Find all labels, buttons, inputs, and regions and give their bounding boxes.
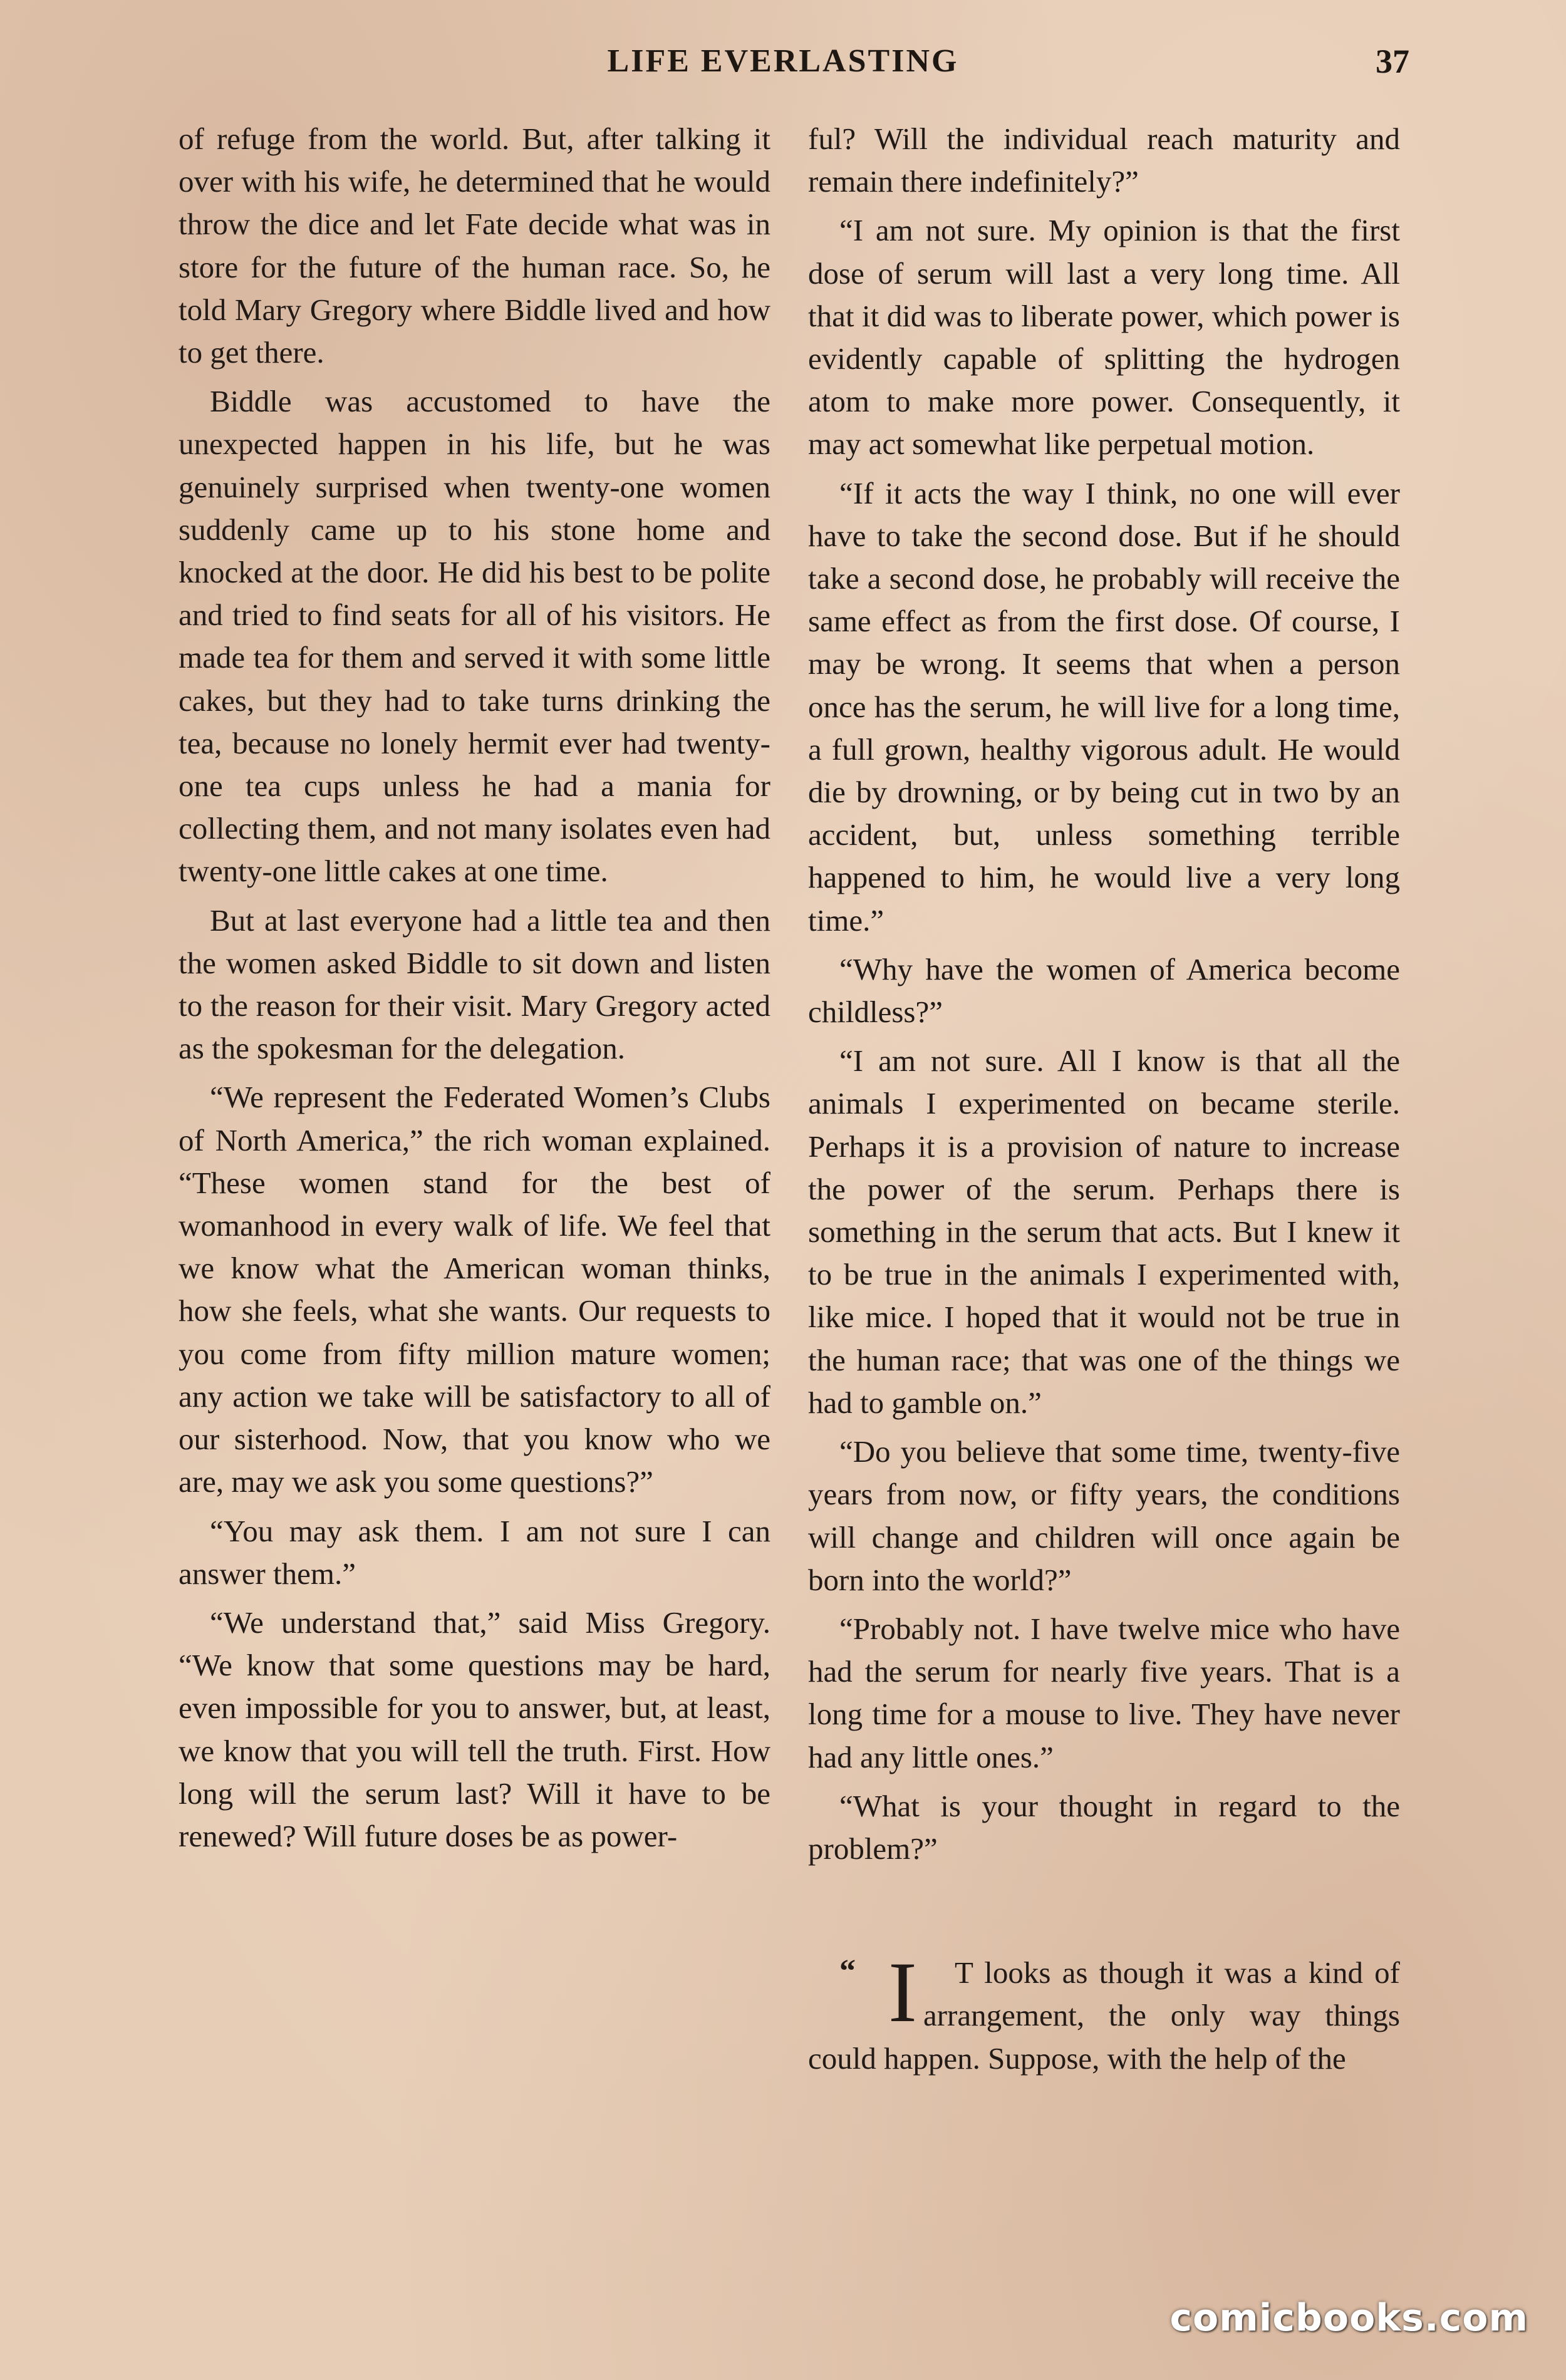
paragraph: “Probably not. I have twelve mice who have had the serum for nearly five years. That is a long time for a mouse to live. They have never had any little ones.” (808, 1611, 1400, 1774)
paragraph: “You may ask them. I am not sure I can answer them.” (179, 1513, 770, 1591)
paragraph: ful? Will the individual reach maturity and remain there indefinitely?” (808, 122, 1400, 199)
paragraph: “We understand that,” said Miss Gregory. “We know that some questions may be hard, even impossible for you to answer, but, at least, we know that you will tell the truth. First. How long will the serum last? Will it have to be renewed? Will future doses be as power- (179, 1605, 770, 1853)
paragraph: “What is your thought in regard to the problem?” (808, 1788, 1400, 1866)
paragraph: But at last everyone had a little tea and then the women asked Biddle to sit down and listen to the reason for their visit. Mary Gregory acted as the spokesman for the delegation. (179, 903, 770, 1066)
running-title: LIFE EVERLASTING (607, 43, 959, 79)
page-number: 37 (1376, 43, 1409, 80)
dropcap-open-quote: “ (839, 1953, 856, 1990)
drop-cap: I (888, 1944, 917, 2041)
left-column (179, 118, 770, 1864)
watermark: comicbooks.com (1169, 2296, 1528, 2340)
paragraph: “I am not sure. All I know is that all the animals I experimented on became sterile. Perhaps it is a provision of nature to increase the power of the serum. Perhaps there is something in the serum that acts. But I knew it to be true in the animals I experimented with, like mice. I hoped that it would not be true in the human race; that was one of the things we had to gamble on.” (808, 1043, 1400, 1420)
right-column (808, 118, 1400, 2086)
paragraph: Biddle was accustomed to have the unexpected happen in his life, but he was genuinely surprised when twenty-one women suddenly came up to his stone home and knocked at the door. He did his best to be polite and tried to find seats for all of his visitors. He made tea for them and served it with some little cakes, but they had to take turns drinking the tea, because no lonely hermit ever had twenty-one tea cups unless he had a mania for collecting them, and not many isolates even had twenty-one little cakes at one time. (179, 384, 770, 889)
dropcap-paragraph-text: T looks as though it was a kind of arrangement, the only way things could happen. Suppose, with the help of the (808, 1955, 1400, 2076)
paragraph: “Why have the women of America become childless?” (808, 951, 1400, 1030)
paragraph: “We represent the Federated Women’s Clubs of North America,” the rich woman explained. “These women stand for the best of womanhood in every walk of life. We feel that we know what the American woman thinks, how she feels, what she wants. Our requests to you come from fifty million mature women; any action we take will be satisfactory to all of our sisterhood. Now, that you know who we are, may we ask you some questions?” (179, 1080, 770, 1499)
paragraph: of refuge from the world. But, after talking it over with his wife, he determined that he would throw the dice and let Fate decide what was in store for the future of the human race. So, he told Mary Gregory where Biddle lived and how to get there. (179, 122, 770, 370)
page-header (0, 36, 1566, 86)
paragraph: “Do you believe that some time, twenty-five years from now, or fifty years, the conditions will change and children will once again be born into the world?” (808, 1434, 1400, 1597)
section-break (808, 1876, 1400, 1952)
paragraph: “I am not sure. My opinion is that the first dose of serum will last a very long time. All that it did was to liberate power, which power is evidently capable of splitting the hydrogen atom to make more power. Consequently, it may act somewhat like perpetual motion. (808, 213, 1400, 462)
dropcap-paragraph (808, 1944, 1400, 2080)
paragraph: “If it acts the way I think, no one will ever have to take the second dose. But if he should take a second dose, he probably will receive the same effect as from the first dose. Of course, I may be wrong. It seems that when a person once has the serum, he will live for a long time, a full grown, healthy vigorous adult. He would die by drowning, or by being cut in two by an accident, but, unless something terrible happened to him, he would live a very long time.” (808, 475, 1400, 938)
